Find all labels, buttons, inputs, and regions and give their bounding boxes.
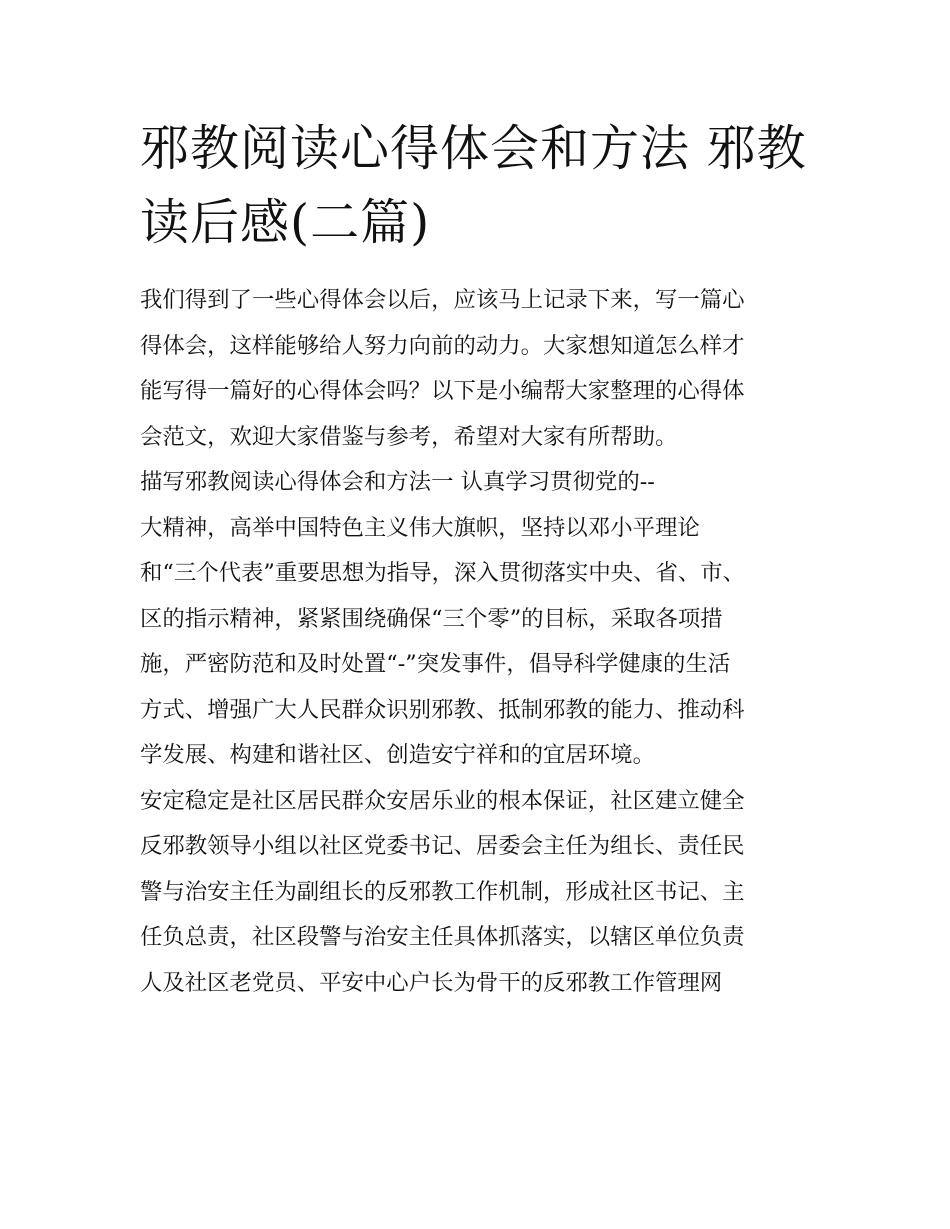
title-line: 邪教阅读心得体会和方法 邪教 [140,120,807,177]
body-line: 学发展、构建和谐社区、创造安宁祥和的宜居环境。 [140,742,655,768]
body-line: 大精神，高举中国特色主义伟大旗帜，坚持以邓小平理论 [140,514,700,541]
document-title [140,112,820,260]
body-line: 我们得到了一些心得体会以后，应该马上记录下来，写一篇心 [140,287,745,313]
body-line: 方式、增强广大人民群众识别邪教、抵制邪教的能力、推动科 [140,696,745,723]
body-line: 反邪教领导小组以社区党委书记、居委会主任为组长、责任民 [140,833,745,859]
body-line: 警与治安主任为副组长的反邪教工作机制，形成社区书记、主 [140,878,745,905]
body-line: 得体会，这样能够给人努力向前的动力。大家想知道怎么样才 [140,332,745,359]
body-line: 会范文，欢迎大家借鉴与参考，希望对大家有所帮助。 [140,423,678,450]
body-line: 任负总责，社区段警与治安主任具体抓落实，以辖区单位负责 [140,924,745,950]
body-line: 安定稳定是社区居民群众安居乐业的根本保证，社区建立健全 [140,787,745,814]
body-line: 人及社区老党员、平安中心户长为骨干的反邪教工作管理网 [140,969,723,996]
title-line: 读后感(二篇) [140,194,431,251]
body-line: 施，严密防范和及时处置“-”突发事件，倡导科学健康的生活 [140,651,731,677]
body-line: 和“三个代表”重要思想为指导，深入贯彻落实中央、省、市、 [140,560,746,586]
body-line: 区的指示精神，紧紧围绕确保“三个零”的目标，采取各项措 [140,605,723,632]
body-line: 能写得一篇好的心得体会吗？以下是小编帮大家整理的心得体 [140,378,745,404]
document-body [140,278,830,1006]
body-line: 描写邪教阅读心得体会和方法一 认真学习贯彻党的-- [140,469,655,495]
